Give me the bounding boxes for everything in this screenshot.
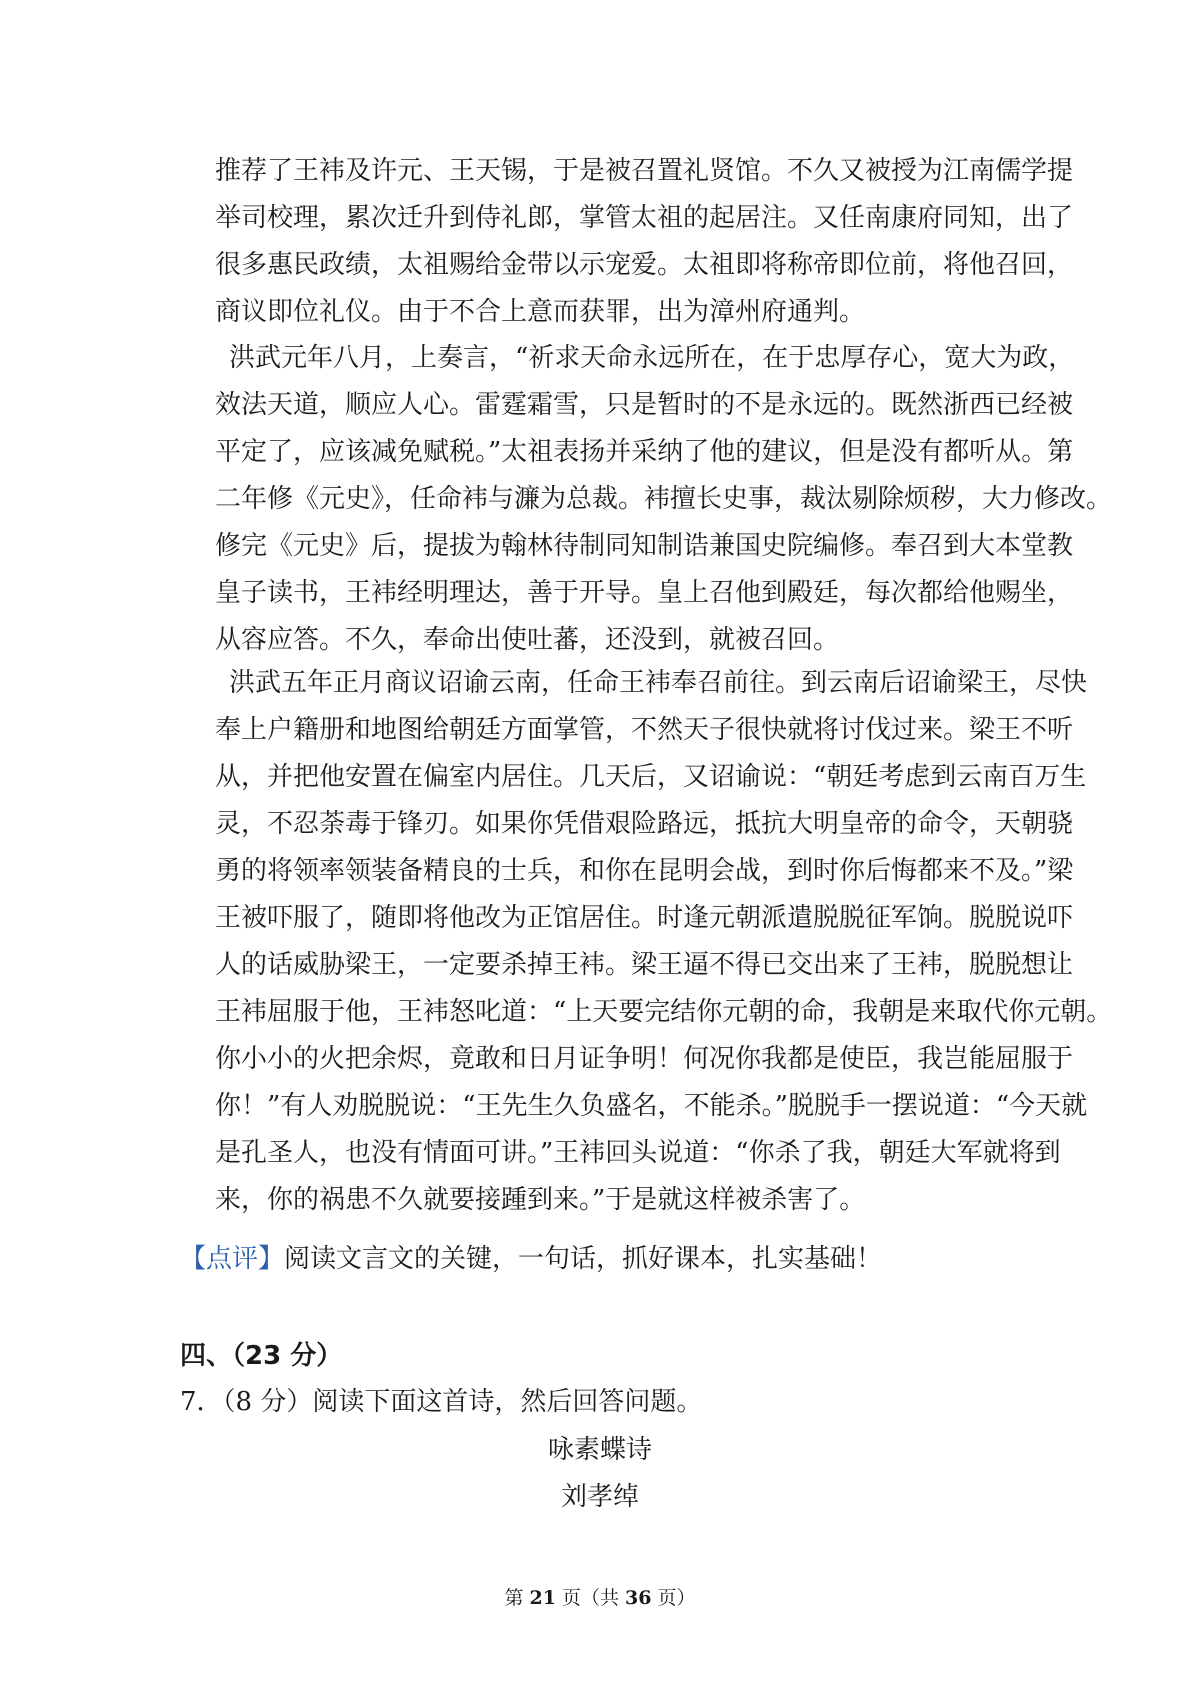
text-line: 皇子读书，王袆经明理达，善于开导。皇上召他到殿廷，每次都给他赐坐， bbox=[215, 578, 1074, 608]
text-line: 王袆屈服于他，王袆怒叱道：“上天要完结你元朝的命，我朝是来取代你元朝。 bbox=[215, 997, 1113, 1027]
footer-middle: 页（共 bbox=[555, 1587, 626, 1609]
text-line: 你小小的火把余烬，竟敢和日月证争明！何况你我都是使臣，我岂能屈服于 bbox=[215, 1044, 1074, 1074]
text-line: 商议即位礼仪。由于不合上意而获罪，出为漳州府通判。 bbox=[215, 297, 866, 327]
current-page-number: 21 bbox=[529, 1587, 556, 1609]
text-line: 奉上户籍册和地图给朝廷方面掌管，不然天子很快就将讨伐过来。梁王不听 bbox=[215, 715, 1074, 745]
paragraph-1 bbox=[215, 148, 1074, 336]
text-line: 二年修《元史》，任命袆与濂为总裁。袆擅长史事，裁汰剔除烦秽，大力修改。 bbox=[215, 484, 1113, 514]
text-line: 王被吓服了，随即将他改为正馆居住。时逢元朝派遣脱脱征军饷。脱脱说吓 bbox=[215, 903, 1074, 933]
poem-author: 刘孝绰 bbox=[560, 1482, 639, 1512]
text-line: 来，你的祸患不久就要接踵到来。”于是就这样被杀害了。 bbox=[215, 1185, 866, 1215]
text-line: 修完《元史》后，提拔为翰林待制同知制诰兼国史院编修。奉召到大本堂教 bbox=[215, 531, 1074, 561]
text-line: 效法天道，顺应人心。雷霆霜雪，只是暂时的不是永远的。既然浙西已经被 bbox=[215, 390, 1074, 420]
text-line: 人的话威胁梁王，一定要杀掉王袆。梁王逼不得已交出来了王袆，脱脱想让 bbox=[215, 950, 1074, 980]
comment-text: 阅读文言文的关键，一句话，抓好课本，扎实基础！ bbox=[284, 1244, 883, 1274]
question-prompt: 7．（8 分）阅读下面这首诗，然后回答问题。 bbox=[180, 1387, 703, 1417]
comment-block bbox=[180, 1236, 882, 1283]
comment-tag: 【点评】 bbox=[180, 1244, 285, 1274]
text-line: 你！”有人劝脱脱说：“王先生久负盛名，不能杀。”脱脱手一摆说道：“今天就 bbox=[215, 1091, 1088, 1121]
text-line: 是孔圣人，也没有情面可讲。”王袆回头说道：“你杀了我，朝廷大军就将到 bbox=[215, 1138, 1061, 1168]
page-footer bbox=[0, 1583, 1200, 1610]
footer-prefix: 第 bbox=[504, 1587, 530, 1609]
section-title: 四、（23 分） bbox=[180, 1341, 343, 1371]
paragraph-3 bbox=[215, 660, 1113, 1224]
text-line: 勇的将领率领装备精良的士兵，和你在昆明会战，到时你后悔都来不及。”梁 bbox=[215, 856, 1074, 886]
text-line: 平定了，应该减免赋税。”太祖表扬并采纳了他的建议，但是没有都听从。第 bbox=[215, 437, 1074, 467]
text-line: 很多惠民政绩，太祖赐给金带以示宠爱。太祖即将称帝即位前，将他召回， bbox=[215, 250, 1074, 280]
text-line: 从容应答。不久，奉命出使吐蕃，还没到，就被召回。 bbox=[215, 625, 840, 655]
text-line: 灵，不忍荼毒于锋刃。如果你凭借艰险路远，抵抗大明皇帝的命令，天朝骁 bbox=[215, 809, 1074, 839]
text-line: 洪武五年正月商议诏谕云南，任命王袆奉召前往。到云南后诏谕梁王，尽快 bbox=[229, 668, 1088, 698]
text-line: 推荐了王袆及许元、王天锡，于是被召置礼贤馆。不久又被授为江南儒学提 bbox=[215, 156, 1074, 186]
poem-title: 咏素蝶诗 bbox=[547, 1435, 652, 1465]
footer-suffix: 页） bbox=[651, 1587, 696, 1609]
text-line: 洪武元年八月，上奏言，“祈求天命永远所在，在于忠厚存心，宽大为政， bbox=[229, 343, 1075, 373]
total-pages-number: 36 bbox=[625, 1587, 652, 1609]
paragraph-2 bbox=[215, 335, 1113, 664]
text-line: 举司校理，累次迁升到侍礼郎，掌管太祖的起居注。又任南康府同知，出了 bbox=[215, 203, 1074, 233]
text-line: 从，并把他安置在偏室内居住。几天后，又诏谕说：“朝廷考虑到云南百万生 bbox=[215, 762, 1087, 792]
